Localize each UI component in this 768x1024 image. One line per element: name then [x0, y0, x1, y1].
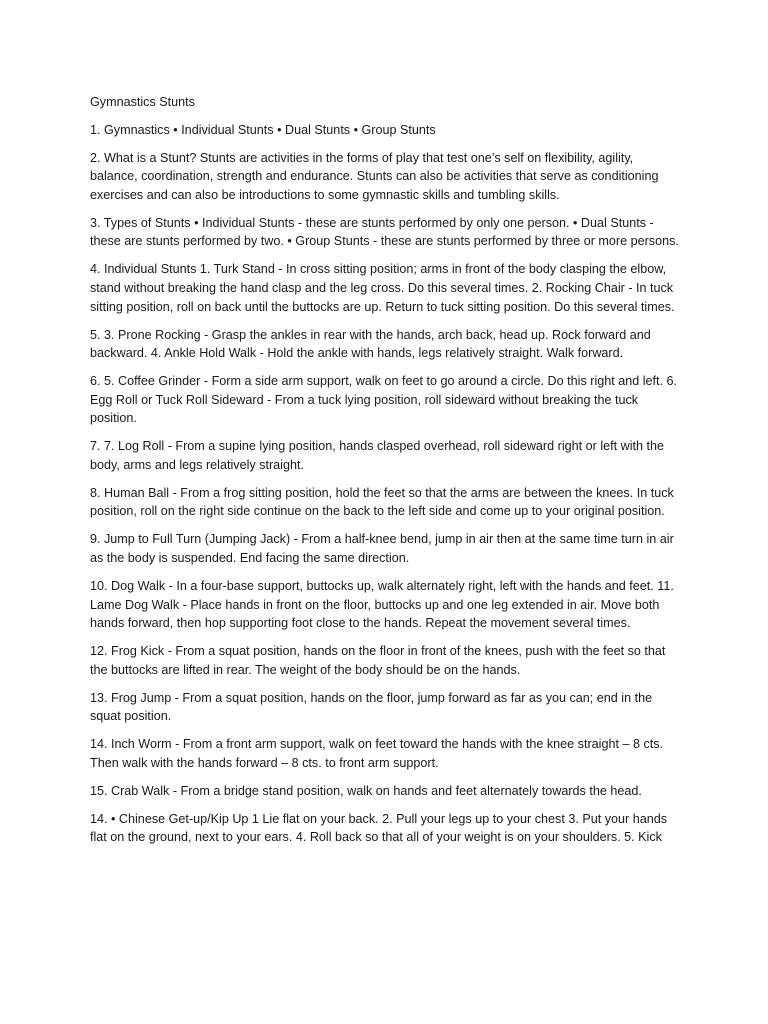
paragraph-9: 9. Jump to Full Turn (Jumping Jack) - From a half-knee bend, jump in air then at the same time turn in air as the body is suspended. End facing the same direction.	[90, 532, 674, 565]
paragraph-4: 4. Individual Stunts 1. Turk Stand - In cross sitting position; arms in front of the body clasping the elbow, stand without breaking the hand clasp and the leg cross. Do this several times. 2. Rocking Chair - In tuck sitting position, roll on back until the buttocks are up. Return to tuck sitting position. Do this several times.	[90, 262, 675, 314]
document-page	[90, 93, 680, 856]
paragraph-1: 1. Gymnastics • Individual Stunts • Dual Stunts • Group Stunts	[90, 122, 436, 137]
paragraph-2: 2. What is a Stunt? Stunts are activities in the forms of play that test one’s self on flexibility, agility, balance, coordination, strength and endurance. Stunts can also be activities that serve as conditioning exercises and can also be introductions to some gymnastic skills and tumbling skills.	[90, 150, 659, 202]
paragraph-14: 14. Inch Worm - From a front arm support, walk on feet toward the hands with the knee straight – 8 cts. Then walk with the hands forward – 8 cts. to front arm support.	[90, 737, 664, 770]
paragraph-12: 12. Frog Kick - From a squat position, hands on the floor in front of the knees, push with the feet so that the buttocks are lifted in rear. The weight of the body should be on the hands.	[90, 644, 666, 677]
paragraph-3: 3. Types of Stunts • Individual Stunts - these are stunts performed by only one person. • Dual Stunts - these are stunts performed by two. • Group Stunts - these are stunts performed by three or more persons.	[90, 215, 679, 249]
paragraph-6: 6. 5. Coffee Grinder - Form a side arm support, walk on feet to go around a circle. Do this right and left. 6. Egg Roll or Tuck Roll Sideward - From a tuck lying position, roll sideward without breaking the tuck position.	[90, 374, 678, 426]
paragraph-5: 5. 3. Prone Rocking - Grasp the ankles in rear with the hands, arch back, head up. Rock forward and backward. 4. Ankle Hold Walk - Hold the ankle with hands, legs relatively straight. Walk forward.	[90, 327, 651, 361]
document-title: Gymnastics Stunts	[90, 95, 195, 109]
paragraph-7: 7. 7. Log Roll - From a supine lying position, hands clasped overhead, roll sideward right or left with the body, arms and legs relatively straight.	[90, 439, 665, 472]
paragraph-16: 14. • Chinese Get-up/Kip Up 1 Lie flat on your back. 2. Pull your legs up to your chest 3. Put your hands flat on the ground, next to your ears. 4. Roll back so that all of your weight is on your shoulders. 5. Kick	[90, 811, 668, 845]
paragraph-15: 15. Crab Walk - From a bridge stand position, walk on hands and feet alternately towards the head.	[90, 783, 642, 798]
paragraph-13: 13. Frog Jump - From a squat position, hands on the floor, jump forward as far as you can; end in the squat position.	[90, 690, 653, 724]
paragraph-10: 10. Dog Walk - In a four-base support, buttocks up, walk alternately right, left with the hands and feet. 11. Lame Dog Walk - Place hands in front on the floor, buttocks up and one leg extended in air. Move both hands forward, then hop supporting foot close to the hands. Repeat the movement several times.	[90, 578, 674, 631]
paragraph-8: 8. Human Ball - From a frog sitting position, hold the feet so that the arms are between the knees. In tuck position, roll on the right side continue on the back to the left side and come up to your original position.	[90, 485, 674, 519]
